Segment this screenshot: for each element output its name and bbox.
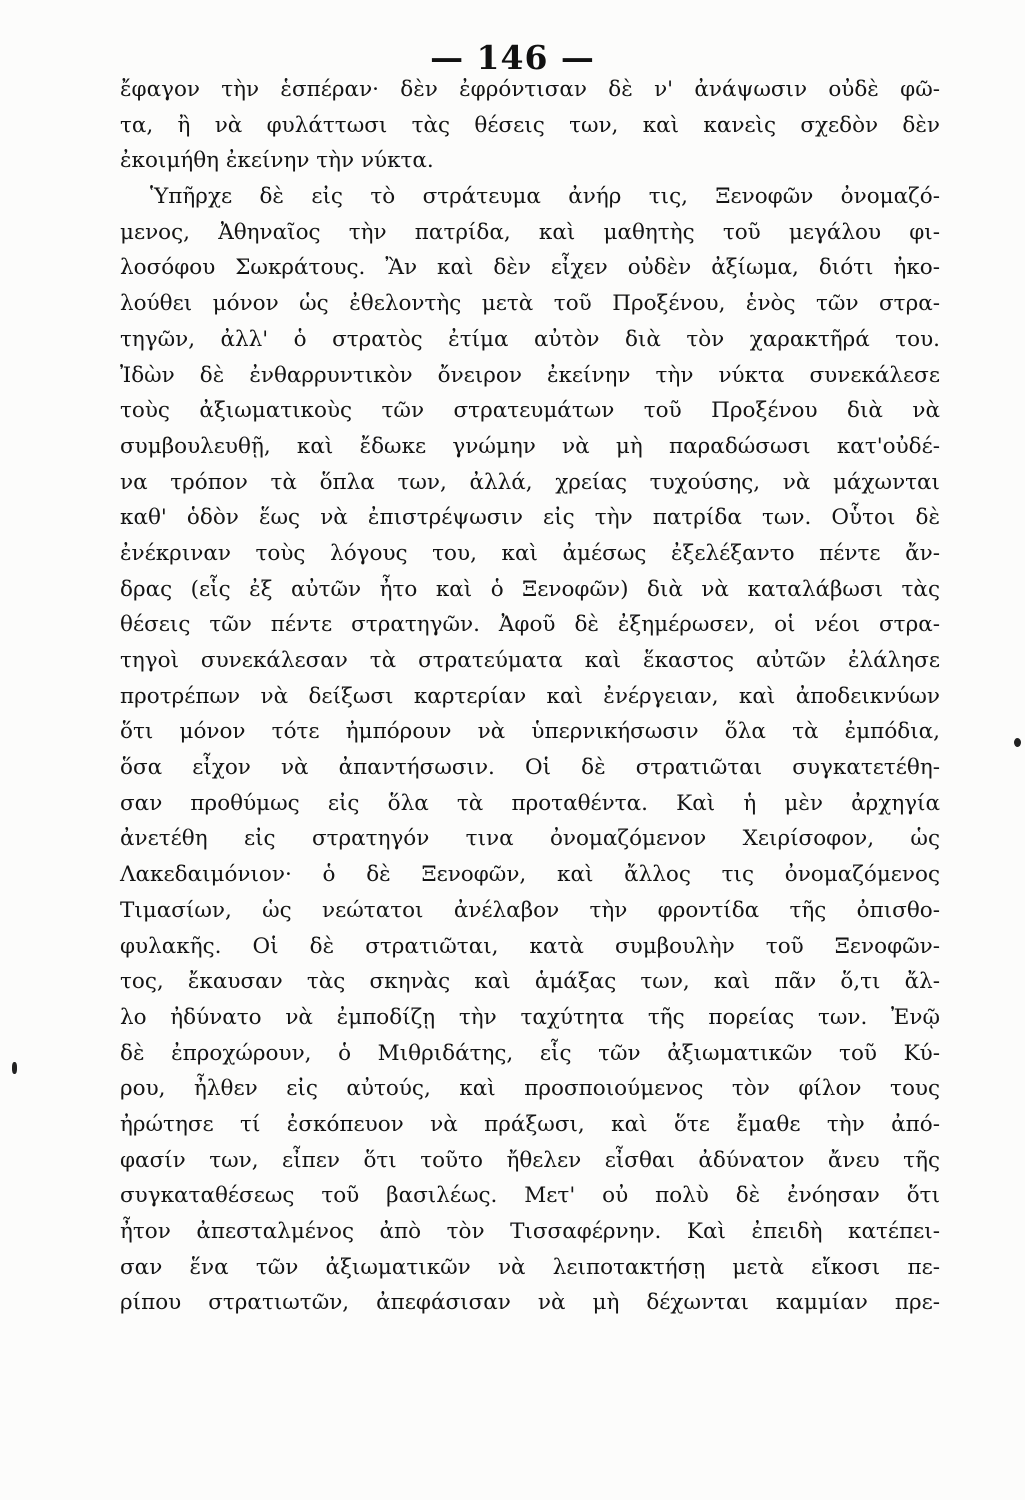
text-line: ὅτι μόνον τότε ἠμπόρουν νὰ ὑπερνικήσωσιν ὅλα τὰ ἐμπόδια, [120,719,940,745]
text-line: δὲ ἐπροχώρουν, ὁ Μιθριδάτης, εἷς τῶν ἀξιωματικῶν τοῦ Κύ- [120,1040,940,1066]
text-line: τοὺς ἀξιωματικοὺς τῶν στρατευμάτων τοῦ Προξένου διὰ νὰ [120,398,940,424]
text-line: Λακεδαιμόνιον· ὁ δὲ Ξενοφῶν, καὶ ἄλλος τις ὀνομαζόμενος [120,862,940,888]
text-line: Ὑπῆρχε δὲ εἰς τὸ στράτευμα ἀνήρ τις, Ξενοφῶν ὀνομαζό- [150,184,940,210]
text-line: φασίν των, εἶπεν ὅτι τοῦτο ἤθελεν εἶσθαι ἀδύνατον ἄνευ τῆς [120,1147,940,1173]
ink-speck [1014,738,1021,747]
text-line: μενος, Ἀθηναῖος τὴν πατρίδα, καὶ μαθητὴς τοῦ μεγάλου φι- [120,219,940,245]
text-line: ἠρώτησε τί ἐσκόπευον νὰ πράξωσι, καὶ ὅτε ἔμαθε τὴν ἀπό- [120,1111,940,1137]
text-line: προτρέπων νὰ δείξωσι καρτερίαν καὶ ἐνέργειαν, καὶ ἀποδεικνύων [120,683,940,709]
text-line: δρας (εἷς ἐξ αὐτῶν ἦτο καὶ ὁ Ξενοφῶν) διὰ νὰ καταλάβωσι τὰς [120,576,940,602]
text-line: τηγοὶ συνεκάλεσαν τὰ στρατεύματα καὶ ἕκαστος αὐτῶν ἐλάλησε [120,648,940,673]
text-line: ἐνέκριναν τοὺς λόγους του, καὶ ἀμέσως ἐξελέξαντο πέντε ἄν- [120,540,940,566]
text-line: ἦτον ἀπεσταλμένος ἀπὸ τὸν Τισσαφέρνην. Καὶ ἐπειδὴ κατέπει- [120,1219,940,1244]
text-line: συμβουλευθῇ, καὶ ἔδωκε γνώμην νὰ μὴ παραδώσωσι κατ'οὐδέ- [120,433,940,459]
text-line: ἐκοιμήθη ἐκείνην τὴν νύκτα. [120,148,434,174]
text-line: τηγῶν, ἀλλ' ὁ στρατὸς ἐτίμα αὐτὸν διὰ τὸν χαρακτῆρά του. [120,326,940,352]
text-line: συγκαταθέσεως τοῦ βασιλέως. Μετ' οὐ πολὺ δὲ ἐνόησαν ὅτι [120,1183,940,1209]
text-line: Τιμασίων, ὡς νεώτατοι ἀνέλαβον τὴν φροντίδα τῆς ὀπισθο- [120,897,940,923]
text-line: θέσεις τῶν πέντε στρατηγῶν. Ἀφοῦ δὲ ἐξημέρωσεν, οἱ νέοι στρα- [120,612,940,638]
text-line: Ἰδὼν δὲ ἐνθαρρυντικὸν ὄνειρον ἐκείνην τὴν νύκτα συνεκάλεσε [120,362,940,388]
text-line: ρίπου στρατιωτῶν, ἀπεφάσισαν νὰ μὴ δέχωνται καμμίαν πρε- [120,1290,940,1316]
text-line: σαν ἕνα τῶν ἀξιωματικῶν νὰ λειποτακτήσῃ μετὰ εἴκοσι πε- [120,1254,940,1280]
text-line: ἀνετέθη εἰς στρατηγόν τινα ὀνομαζόμενον Χειρίσοφον, ὡς [120,826,940,852]
body-text [120,72,940,1321]
text-line: λο ἠδύνατο νὰ ἐμποδίζῃ τὴν ταχύτητα τῆς πορείας των. Ἐνῷ [120,1004,940,1030]
text-line: ὅσα εἶχον νὰ ἀπαντήσωσιν. Οἱ δὲ στρατιῶται συγκατετέθη- [120,755,940,781]
text-line: λούθει μόνον ὡς ἐθελοντὴς μετὰ τοῦ Προξένου, ἑνὸς τῶν στρα- [120,291,940,317]
text-line: καθ' ὁδὸν ἕως νὰ ἐπιστρέψωσιν εἰς τὴν πατρίδα των. Οὗτοι δὲ [120,505,940,531]
page-number: — 146 — [430,38,595,77]
text-line: ρου, ἦλθεν εἰς αὐτούς, καὶ προσποιούμενος τὸν φίλον τους [120,1076,940,1102]
ink-speck [12,1062,17,1074]
text-line: λοσόφου Σωκράτους. Ἂν καὶ δὲν εἶχεν οὐδὲν ἀξίωμα, διότι ἠκο- [120,255,940,281]
text-line: ἔφαγον τὴν ἑσπέραν· δὲν ἐφρόντισαν δὲ ν' ἀνάψωσιν οὐδὲ φῶ- [120,77,940,102]
text-line: τος, ἔκαυσαν τὰς σκηνὰς καὶ ἁμάξας των, καὶ πᾶν ὅ,τι ἄλ- [120,969,940,995]
text-line: φυλακῆς. Οἱ δὲ στρατιῶται, κατὰ συμβουλὴν τοῦ Ξενοφῶν- [120,933,940,959]
text-line: να τρόπον τὰ ὅπλα των, ἀλλά, χρείας τυχούσης, νὰ μάχωνται [120,469,940,495]
text-line: τα, ἢ νὰ φυλάττωσι τὰς θέσεις των, καὶ κανεὶς σχεδὸν δὲν [120,112,940,138]
text-line: σαν προθύμως εἰς ὅλα τὰ προταθέντα. Καὶ ἡ μὲν ἀρχηγία [120,790,940,816]
